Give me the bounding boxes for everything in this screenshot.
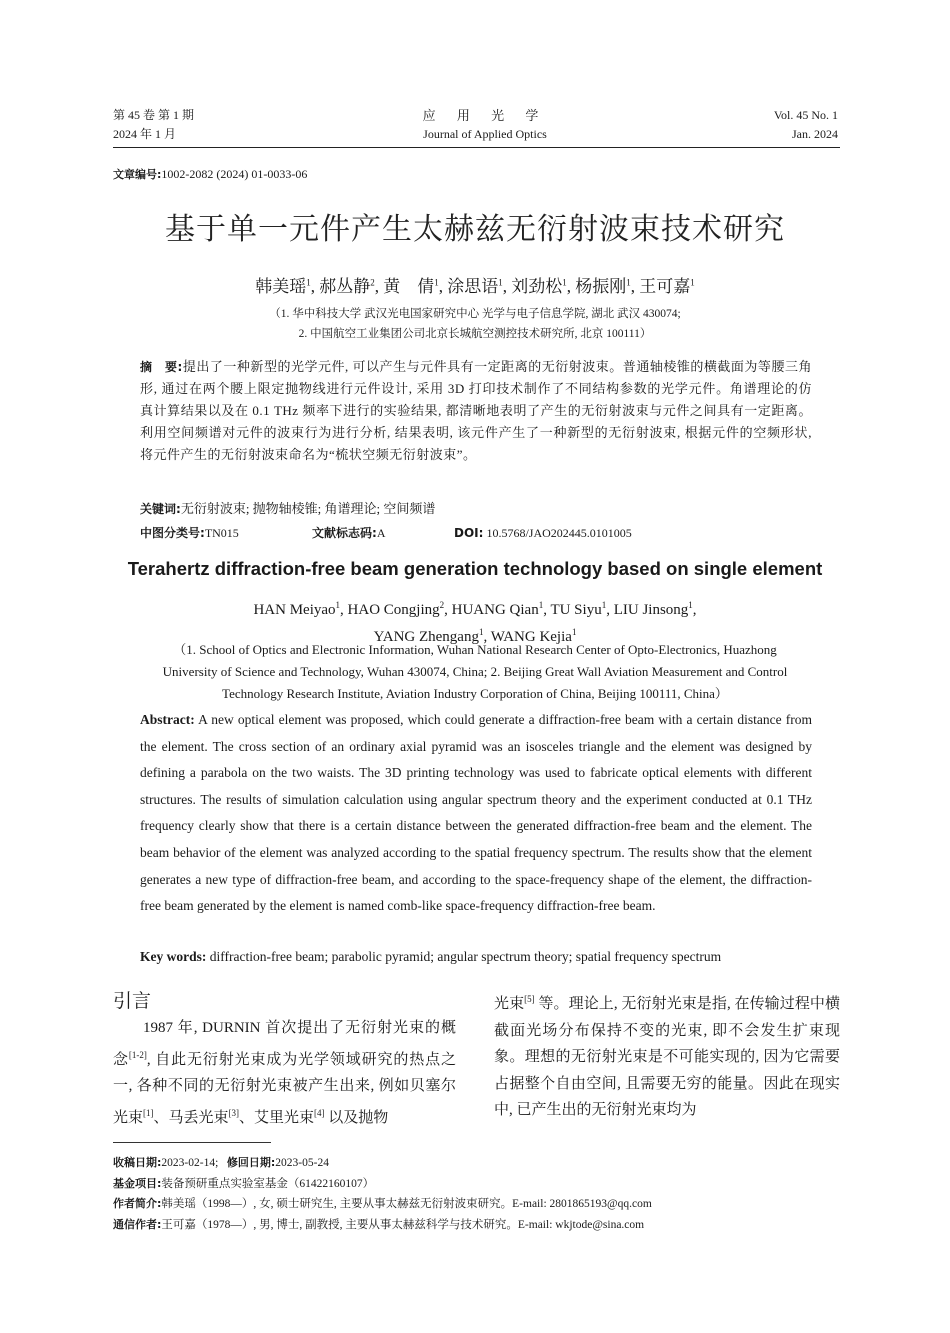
citation-ref[interactable]: [5] — [524, 994, 535, 1004]
doi: DOI: 10.5768/JAO202445.0101005 — [454, 526, 632, 540]
footnote-dates: 收稿日期:2023-02-14; 修回日期:2023-05-24 — [113, 1156, 329, 1169]
keywords-en-label: Key words: — [140, 949, 207, 964]
document-code: 文献标志码:A — [312, 526, 386, 540]
author-en: TU Siyu$^1$, — [550, 600, 614, 618]
volume-cn: 第 45 卷 第 1 期 — [113, 108, 195, 122]
footnotes — [113, 1153, 840, 1235]
footnote-divider — [113, 1142, 271, 1143]
intro-paragraph: 1987 年, DURNIN 首次提出了无衍射光束的概念[1-2], 自此无衍射光束成为光学领域研究的热点之一, 各种不同的无衍射光束被产生出来, 例如贝塞尔光束[1]、马丢光束[3]、艾里光束[4] 以及抛物 — [113, 1020, 456, 1126]
section-heading-intro: 引言 — [113, 990, 152, 1012]
date-cn: 2024 年 1 月 — [113, 127, 177, 141]
footnote-author: 作者简介:韩美瑶（1998—）, 女, 硕士研究生, 主要从事太赫兹无衍射波束研究。E-mail: 2801865193@qq.com — [113, 1197, 652, 1210]
keywords-cn — [140, 498, 812, 517]
author-en: HAN Meiyao$^1$, — [253, 600, 348, 618]
classification-line — [140, 524, 812, 541]
title-en: Terahertz diffraction-free beam generation technology based on single element — [127, 558, 823, 579]
header-volume-en — [774, 106, 838, 144]
author-en: HUANG Qian$^1$, — [451, 600, 551, 618]
author-cn: 刘劲松$^1$, — [511, 277, 571, 296]
citation-ref[interactable]: [3] — [228, 1107, 240, 1118]
affiliations-cn — [0, 304, 950, 344]
author-cn: 杨振刚$^1$, — [575, 277, 635, 296]
affiliation-cn-2: 2. 中国航空工业集团公司北京长城航空测控技术研究所, 北京 100111） — [298, 328, 652, 340]
citation-ref[interactable]: [1-2] — [128, 1049, 147, 1060]
abstract-cn — [140, 356, 812, 466]
title-cn: 基于单一元件产生太赫兹无衍射波束技术研究 — [165, 212, 785, 247]
abstract-cn-label: 摘 要: — [140, 360, 183, 374]
footnote-fund: 基金项目:装备预研重点实验室基金（61422160107） — [113, 1176, 375, 1190]
author-en: HAO Congjing$^2$, — [347, 600, 452, 618]
author-cn: 韩美瑶$^1$, — [255, 277, 315, 296]
authors-cn — [0, 272, 950, 297]
citation-ref[interactable]: [1] — [143, 1107, 154, 1118]
journal-title-cn: 应 用 光 学 — [422, 108, 548, 123]
keywords-cn-text: 无衍射波束; 抛物轴棱锥; 角谱理论; 空间频谱 — [180, 501, 436, 516]
affiliation-cn-1: （1. 华中科技大学 武汉光电国家研究中心 光学与电子信息学院, 湖北 武汉 430074; — [269, 308, 681, 320]
author-cn: 王可嘉$^1$ — [639, 277, 695, 296]
author-en: LIU Jinsong$^1$, — [613, 600, 697, 618]
abstract-en-label: Abstract: — [140, 712, 195, 727]
article-number — [113, 166, 307, 182]
header-journal — [375, 106, 595, 144]
date-en: Jan. 2024 — [792, 127, 838, 141]
abstract-cn-text: 提出了一种新型的光学元件, 可以产生与元件具有一定距离的无衍射波束。普通轴棱锥的横截面为等腰三角形, 通过在两个腰上限定抛物线进行元件设计, 采用 3D 打印技术制作了不同结构参数的光学元件。角谱理论的仿真计算结果以及在 0.1 THz 频率下进行的实验结果, 都清晰地表明了产生的无衍射波束与元件之间具有一定距离。利用空间频谱对元件的波束行为进行分析, 结果表明, 该元件产生了一种新型的无衍射波束, 根据元件的空频形状, 将元件产生的无衍射波束命名为“梳状空频无衍射波束”。 — [140, 359, 812, 462]
clc-code: 中图分类号:TN015 — [140, 526, 239, 540]
citation-ref[interactable]: [4] — [314, 1107, 325, 1118]
authors-en-line-1 — [0, 594, 950, 621]
volume-en: Vol. 45 No. 1 — [773, 108, 838, 122]
author-cn: 郝丛静$^2$, — [319, 277, 379, 296]
author-en: YANG Zhengang$^1$, — [373, 627, 491, 645]
intro-column-left — [113, 1015, 456, 1131]
article-number-label: 文章编号: — [113, 168, 162, 181]
abstract-en-text: A new optical element was proposed, which could generate a diffraction-free beam with a certain distance from the element. The cross section of an ordinary axial pyramid was an isosceles triangle and the element was designed by defining a parabola on the two waists. The 3D printing technology was used to fabricate optical elements with different structures. The results of simulation calculation using angular spectrum theory and the experiment conducted at 0.1 THz frequency clearly show that there is a certain distance between the generated diffraction-free beam and the element. The beam behavior of the element was analyzed according to the spatial frequency spectrum. The results show that the element generates a new type of diffraction-free beam, and according to the space-frequency shape of the element, the diffraction-free beam generated by the element is named comb-like space-frequency diffraction-free beam. — [140, 712, 812, 914]
author-cn: 涂思语$^1$, — [447, 277, 507, 296]
article-number-value: 1002-2082 (2024) 01-0033-06 — [161, 167, 308, 181]
keywords-en-text: diffraction-free beam; parabolic pyramid; angular spectrum theory; spatial frequency spectrum — [209, 949, 722, 964]
footnote-corresponding: 通信作者:王可嘉（1978—）, 男, 博士, 副教授, 主要从事太赫兹科学与技术研究。E-mail: wkjtode@sina.com — [113, 1217, 645, 1231]
header-divider — [113, 147, 840, 148]
author-en: WANG Kejia$^1$ — [490, 627, 577, 645]
affiliations-en: （1. School of Optics and Electronic Information, Wuhan National Research Center of Opto-Electronics, Huazhong University of Science and Technology, Wuhan 430074, China; 2. Beijing Great Wall Aviation Measurement and Control Technology Research Institute, Aviation Industry Corporation of China, Beijing 100111, China） — [162, 642, 788, 701]
author-cn: 黄 倩$^1$, — [383, 277, 443, 296]
keywords-cn-label: 关键词: — [140, 502, 181, 516]
header-volume-cn — [113, 106, 194, 144]
intro-paragraph-continued: 光束[5] 等。理论上, 无衍射光束是指, 在传输过程中横截面光场分布保持不变的光束, 即不会发生扩束现象。理想的无衍射光束是不可能实现的, 因为它需要占据整个自由空间, 且需要无穷的能量。因此在现实中, 已产生出的无衍射光束均为 — [494, 994, 840, 1118]
intro-column-right — [494, 986, 840, 1124]
abstract-en — [140, 707, 812, 920]
keywords-en — [140, 946, 812, 968]
journal-title-en: Journal of Applied Optics — [423, 127, 547, 141]
